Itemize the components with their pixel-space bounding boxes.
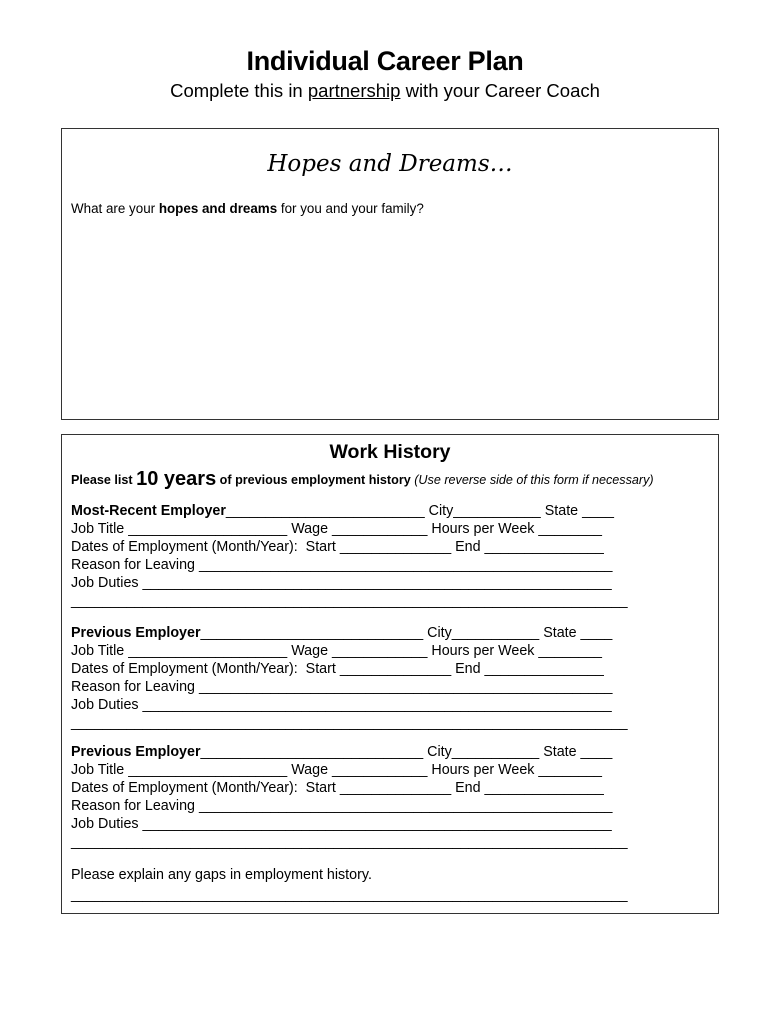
job-title-wage-hours-field[interactable]: Job Title ____________________ Wage ____________ Hours per Week ________ [71, 521, 603, 537]
city-state-field[interactable]: City___________ State ____ [423, 625, 613, 641]
work-history-intro [71, 468, 654, 491]
employment-gaps-field[interactable]: ______________________________________________________________________ [71, 887, 628, 903]
employer-field[interactable]: ____________________________ [200, 744, 424, 760]
job-title-wage-hours-field[interactable]: Job Title ____________________ Wage ____________ Hours per Week ________ [71, 643, 603, 659]
page-subtitle [0, 80, 770, 102]
employer-label: Previous Employer [71, 625, 201, 641]
work-history-heading: Work History [329, 441, 451, 463]
subtitle-text-post: with your Career Coach [400, 80, 600, 101]
hopes-question-post: for you and your family? [277, 201, 424, 216]
employment-gaps-prompt: Please explain any gaps in employment history. [71, 867, 372, 883]
reason-for-leaving-field[interactable]: Reason for Leaving ____________________________________________________ [71, 557, 613, 573]
job-duties-extra-line[interactable]: ______________________________________________________________________ [71, 715, 628, 731]
city-state-field[interactable]: City___________ State ____ [424, 503, 614, 519]
job-duties-field[interactable]: Job Duties ___________________________________________________________ [71, 816, 612, 832]
job-duties-field[interactable]: Job Duties ___________________________________________________________ [71, 697, 612, 713]
reason-for-leaving-field[interactable]: Reason for Leaving ____________________________________________________ [71, 679, 613, 695]
hopes-question-bold: hopes and dreams [158, 201, 278, 216]
employer-line [71, 743, 612, 761]
work-history-section [61, 434, 719, 914]
dates-of-employment-field[interactable]: Dates of Employment (Month/Year): Start ______________ End _______________ [71, 661, 604, 677]
job-duties-extra-line[interactable]: ______________________________________________________________________ [71, 834, 628, 850]
city-state-field[interactable]: City___________ State ____ [423, 744, 613, 760]
subtitle-underlined-word: partnership [307, 80, 401, 101]
employer-line [71, 624, 612, 642]
employer-label: Most-Recent Employer [71, 503, 226, 519]
intro-pre: Please list [71, 473, 137, 487]
intro-years: 10 years [136, 468, 217, 490]
intro-italic-note: (Use reverse side of this form if necessary) [414, 473, 654, 487]
employer-label: Previous Employer [71, 744, 201, 760]
intro-mid: of previous employment history [216, 473, 415, 487]
job-duties-field[interactable]: Job Duties ___________________________________________________________ [71, 575, 612, 591]
page-title: Individual Career Plan [246, 46, 524, 76]
subtitle-text-pre: Complete this in [170, 80, 308, 101]
hopes-question-pre: What are your [71, 201, 159, 216]
hopes-heading: Hopes and Dreams… [267, 151, 513, 177]
employer-field[interactable]: ____________________________ [200, 625, 424, 641]
employer-field[interactable]: _________________________ [225, 503, 425, 519]
job-title-wage-hours-field[interactable]: Job Title ____________________ Wage ____________ Hours per Week ________ [71, 762, 603, 778]
employer-line [71, 502, 614, 520]
job-duties-extra-line[interactable]: ______________________________________________________________________ [71, 593, 628, 609]
dates-of-employment-field[interactable]: Dates of Employment (Month/Year): Start ______________ End _______________ [71, 539, 604, 555]
hopes-and-dreams-section [61, 128, 719, 420]
hopes-question [71, 201, 424, 216]
dates-of-employment-field[interactable]: Dates of Employment (Month/Year): Start ______________ End _______________ [71, 780, 604, 796]
reason-for-leaving-field[interactable]: Reason for Leaving ____________________________________________________ [71, 798, 613, 814]
